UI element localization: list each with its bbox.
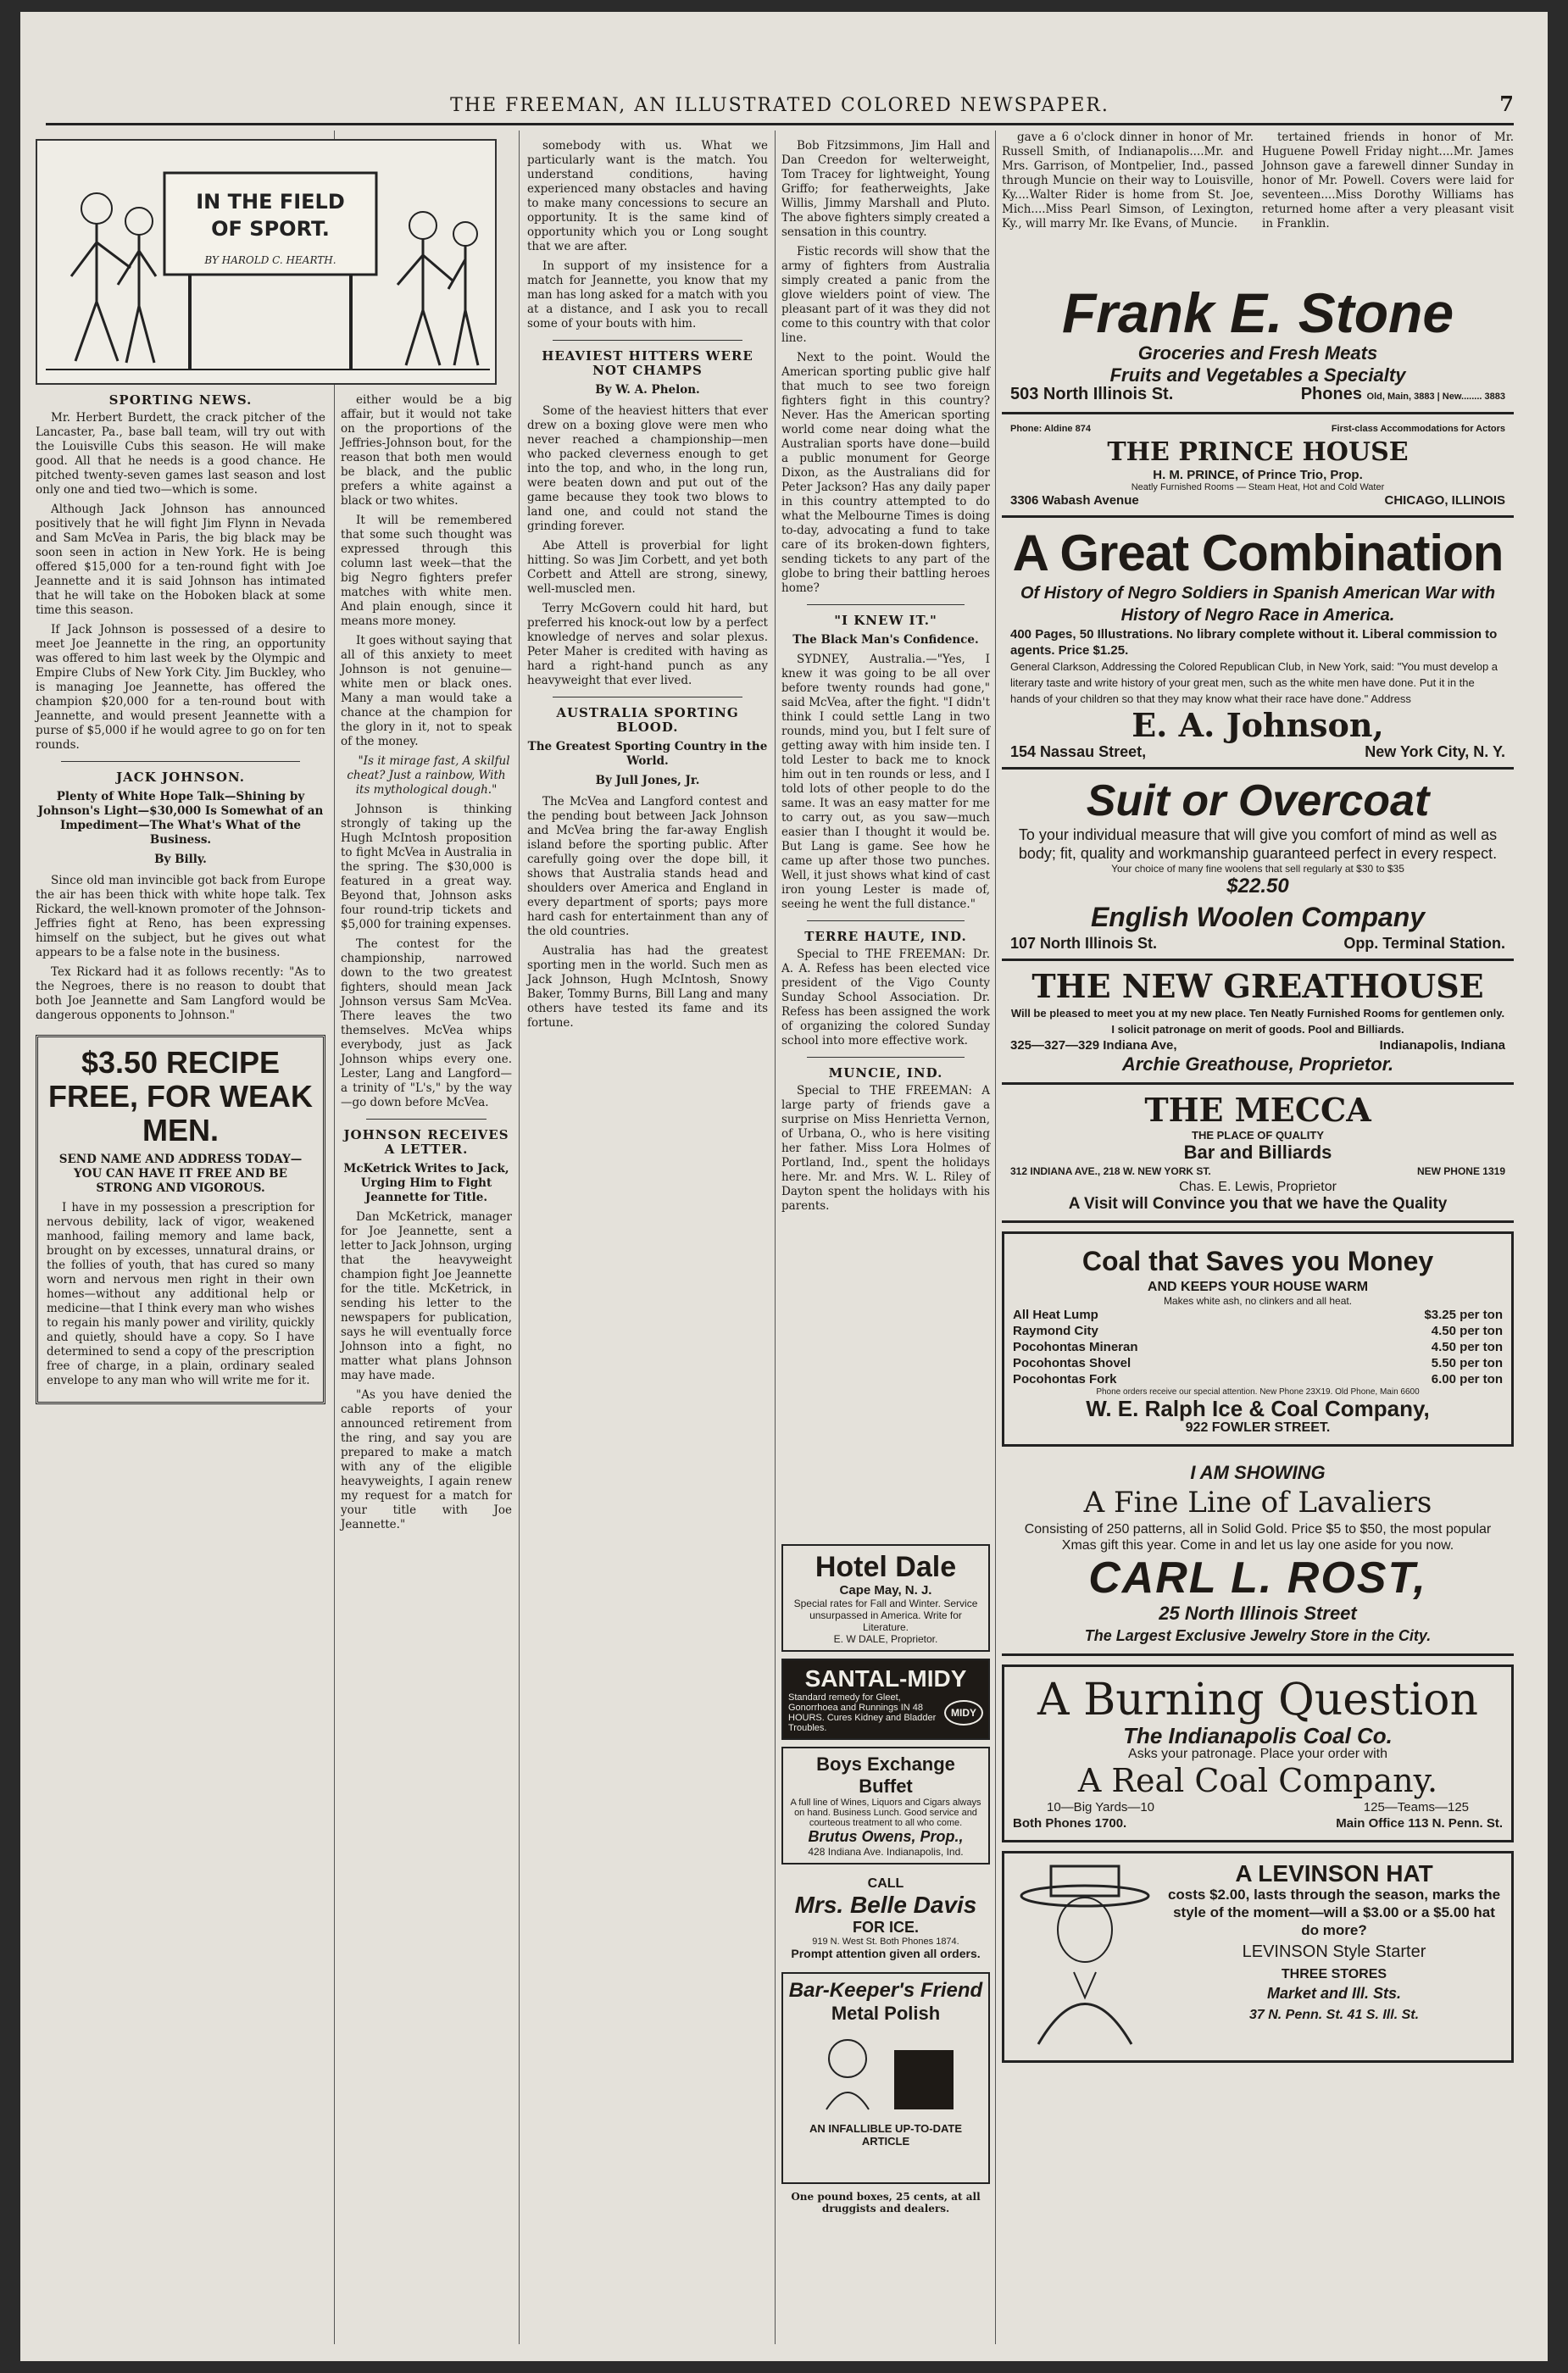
coal-price-list <box>1013 1307 1503 1387</box>
greathouse-text: Will be pleased to meet you at my new place. Ten Neatly Furnished Rooms for gentlemen only. I solicit patronage on merit of goods. Pool and Billiards. <box>1010 1007 1505 1036</box>
article-paragraph: Dan McKetrick, manager for Joe Jeannette, sent a letter to Jack Johnson, urging that the heavyweight champion fight Joe Jeannette for the title. McKetrick, in sending his letter to the newspapers for publication, says he will eventually force Johnson into a fight, no matter what plans Johnson may have made. <box>341 1210 512 1382</box>
coal-item-price: $3.25 per ton <box>1424 1308 1503 1322</box>
recipe-ad-title: $3.50 RECIPE FREE, FOR WEAK MEN. <box>48 1045 313 1148</box>
article-paragraph: SYDNEY, Australia.—"Yes, I knew it was going to be all over before twenty rounds had gone," said McVea, after the fight. "I didn't think I could settle Lang in two rounds, mind you, but I felt sure of getting away with him inside ten. I told Lester to back me to knock him out in ten rounds or less, and I told lots of other people to do the same. It was an easy matter for me to carry out, as you saw—much easier than I thought it would be. But Lang is game. See how he came up after those two punches. Well, it just shows what kind of cast iron young Lester is made of, seeing he went the full distance." <box>781 653 990 911</box>
barkeeper-illustration <box>801 2025 970 2118</box>
article-paragraph: It goes without saying that all of this anxiety to meet Johnson is not genuine—white men or black ones. Many a man would take a chance at the champion for the glory in it, not to speak of the money. <box>341 634 512 748</box>
burning-real: A Real Coal Company. <box>1077 1762 1438 1799</box>
mecca-title: THE MECCA <box>1144 1091 1371 1129</box>
stone-phones: Old, Main, 3883 | New........ 3883 <box>1366 392 1505 402</box>
woolen-company: English Woolen Company <box>1090 902 1426 932</box>
hotel-dale-title: Hotel Dale <box>815 1551 957 1583</box>
article-paragraph: Abe Attell is proverbial for light hitting. So was Jim Corbett, and yet both Corbett and Attell are strong, sinewy, well-muscled men. <box>527 539 768 596</box>
levinson-stores: THREE STORES <box>1281 1967 1387 1981</box>
great-combination-ad <box>1002 518 1514 770</box>
cartoon-artist: BY HAROLD C. HEARTH. <box>204 254 336 266</box>
coal-note: Makes white ash, no clinkers and all heat. <box>1163 1295 1353 1307</box>
midy-badge: MIDY <box>944 1700 983 1726</box>
column-5-text <box>1002 131 1514 275</box>
davis-ice-ad <box>781 1871 990 1965</box>
article-paragraph: Bob Fitzsimmons, Jim Hall and Dan Creedon for welterweight, Tom Tracey for lightweight, Young Griffo; for featherweights, Jake Willis, Jimmy Marshall and Pluto. The above fighters simply created a sensation in this country. <box>781 139 990 239</box>
levinson-title: A LEVINSON HAT <box>1235 1860 1433 1887</box>
recipe-ad-body: I have in my possession a prescription for nervous debility, lack of vigor, weakened manhood, failing memory and lame back, brought on by excesses, unnatural drains, or the follies of youth, that has cured so many worn and nervous men right in their own homes—without any additional help or medicine—that I think every man who wishes to regain his manly power and virility, quickly and quietly, should have a copy. So I have determined to send a copy of the prescription free of charge, in a plain, ordinary sealed envelope to any man who will write me for it. <box>47 1201 314 1387</box>
combination-sub: Of History of Negro Soldiers in Spanish American War with History of Negro Race in America. <box>1020 584 1496 625</box>
rost-address: 25 North Illinois Street <box>1159 1603 1357 1624</box>
stone-address: 503 North Illinois St. <box>1010 385 1174 403</box>
woolen-price: $22.50 <box>1226 875 1289 898</box>
woolen-title: Suit or Overcoat <box>1086 776 1430 825</box>
column-divider <box>334 131 335 2344</box>
prince-address: 3306 Wabash Avenue <box>1010 493 1139 508</box>
mecca-sub: THE PLACE OF QUALITY <box>1192 1129 1324 1142</box>
greathouse-title: THE NEW GREATHOUSE <box>1031 967 1484 1005</box>
article-heading: JOHNSON RECEIVES A LETTER. <box>343 1127 509 1157</box>
mecca-ad <box>1002 1085 1514 1223</box>
burning-yards: 10—Big Yards—10 <box>1047 1800 1155 1814</box>
coal-item-price: 5.50 per ton <box>1431 1356 1503 1370</box>
coal-item-name: Pocohontas Mineran <box>1013 1340 1138 1354</box>
sports-cartoon <box>36 139 497 385</box>
article-paragraph: "As you have denied the cable reports of your announced retirement from the ring, and say you are prepared to make a match with any of the eligible heavyweights, I again renew my request for a match for your title with Joe Jeannette." <box>341 1388 512 1531</box>
article-subheading: Plenty of White Hope Talk—Shining by Johnson's Light—$30,000 Is Somewhat of an Impediment—The What's What of the Business. <box>37 790 324 847</box>
column-divider <box>519 131 520 2344</box>
coal-address: 922 FOWLER STREET. <box>1185 1420 1331 1435</box>
mecca-proprietor: Chas. E. Lewis, Proprietor <box>1179 1180 1337 1194</box>
combination-title: A Great Combination <box>1012 525 1504 581</box>
newspaper-page <box>20 12 1548 2361</box>
davis-name: Mrs. Belle Davis <box>794 1892 977 1918</box>
column-divider <box>995 131 996 2344</box>
article-paragraph: If Jack Johnson is possessed of a desire to meet Joe Jeannette in the ring, an opportunity was offered to him last week by the Olympic and Empire Clubs of New York City. Jim Buckley, who is managing Joe Jeannette, has offered the champion $20,000 for a ten-round bout with Jeannette, and would present Jeannette with a purse of $5,000 if he would agree to go on for ten rounds. <box>36 623 325 752</box>
burning-title: A Burning Question <box>1037 1675 1478 1726</box>
article-heading: MUNCIE, IND. <box>828 1065 943 1081</box>
column-3 <box>527 139 768 2342</box>
article-subheading: The Black Man's Confidence. <box>792 633 979 647</box>
hat-man-illustration <box>1013 1862 1157 2048</box>
rost-title: A Fine Line of Lavaliers <box>1083 1486 1432 1520</box>
coal-price-row <box>1013 1355 1503 1371</box>
woolen-opposite: Opp. Terminal Station. <box>1343 935 1505 952</box>
recipe-ad-subtitle: SEND NAME AND ADDRESS TODAY—YOU CAN HAVE IT FREE AND BE STRONG AND VIGOROUS. <box>58 1153 303 1195</box>
poem: "Is it mirage fast, A skilful cheat? Just a rainbow, With its mythological dough." <box>347 754 510 797</box>
boys-text: A full line of Wines, Liquors and Cigars always on hand. Business Lunch. Good service and courteous treatment to all who come. <box>790 1798 981 1828</box>
article-paragraph: Special to THE FREEMAN: Dr. A. A. Refess has been elected vice president of the Vigo County Sunday School Association. Dr. Refess has been assigned the work of organizing the colored Sunday school into more effective work. <box>781 948 990 1048</box>
mecca-line: Bar and Billiards <box>1183 1142 1332 1163</box>
boys-exchange-ad <box>781 1747 990 1864</box>
column-divider <box>775 131 776 2344</box>
santal-title: SANTAL-MIDY <box>804 1665 967 1692</box>
burning-question-ad <box>1002 1664 1514 1842</box>
article-heading: SPORTING NEWS. <box>108 392 253 408</box>
article-paragraph: Johnson is thinking strongly of taking up the Hugh McIntosh proposition to fight McVea in Australia in the spring. The $30,000 is featured in a great way. Beyond that, Johnson asks four round-trip tickets and $5,000 for training expenses. <box>341 803 512 931</box>
boys-address: 428 Indiana Ave. Indianapolis, Ind. <box>808 1846 964 1858</box>
article-paragraph: Terry McGovern could hit hard, but preferred his knock-out low by a perfect knowledge of nerves and solar plexus. Peter Maher is credited with having as hard a right-hand punch as any heavyweight that ever lived. <box>527 602 768 687</box>
page-number: 7 <box>1499 92 1514 116</box>
article-paragraph: somebody with us. What we particularly want is the match. You understand conditions, having experienced many obstacles and having to make many concessions to secure an opportunity. It is the same kind of opportunity which you or Long sought that we are after. <box>527 139 768 253</box>
burning-office: Main Office 113 N. Penn. St. <box>1336 1816 1503 1831</box>
levinson-text: costs $2.00, lasts through the season, marks the style of the moment—will a $3.00 or a $5.00 hat do more? <box>1167 1887 1501 1938</box>
hotel-dale-text: Special rates for Fall and Winter. Service unsurpassed in America. Write for Literature. <box>793 1598 978 1633</box>
article-heading: TERRE HAUTE, IND. <box>804 929 967 944</box>
rost-text: Consisting of 250 patterns, all in Solid Gold. Price $5 to $50, the most popular Xmas gift this year. Come in and let us lay one aside for you now. <box>1024 1522 1492 1553</box>
coal-item-price: 4.50 per ton <box>1431 1340 1503 1354</box>
prince-tagline: First-class Accommodations for Actors <box>1331 424 1505 434</box>
hotel-dale-location: Cape May, N. J. <box>839 1583 932 1598</box>
stone-title: Frank E. Stone <box>1061 281 1454 344</box>
boys-title: Boys Exchange Buffet <box>816 1753 955 1797</box>
coal-price-row <box>1013 1339 1503 1355</box>
hotel-dale-proprietor: E. W DALE, Proprietor. <box>833 1633 938 1645</box>
woolen-address: 107 North Illinois St. <box>1010 935 1158 952</box>
frank-stone-ad <box>1002 276 1514 414</box>
article-paragraph: Next to the point. Would the American sporting public give half that much to see two foreign fighters fight in this country? Never. Has the American sporting world come near doing what the Australian sports have done—build a public monument for George Dixon, as the Australians did for Peter Jackson? Has any daily paper in this country attempted to do what the Melbourne Times is doing to-day, advocating a fund to take care of its broken-down fighters, sending tickets to any part of the globe to bring their battling heroes home? <box>781 351 990 595</box>
prince-phone: Phone: Aldine 874 <box>1010 424 1091 434</box>
boys-owner: Brutus Owens, Prop., <box>808 1828 964 1845</box>
prince-city: CHICAGO, ILLINOIS <box>1384 493 1505 508</box>
cartoon-illustration <box>37 141 498 386</box>
coal-price-row <box>1013 1323 1503 1339</box>
combination-pages: 400 Pages, 50 Illustrations. No library complete without it. Liberal commission to agents. Price $1.25. <box>1010 627 1498 658</box>
article-paragraph: The McVea and Langford contest and the pending bout between Jack Johnson and McVea bring the far-away English island before the sporting public. After carefully going over the dope bill, it shows that Australia stands head and shoulders over America and England in every department of sports; pays more hard cash for entertainment than any of the old countries. <box>527 795 768 938</box>
stone-phones-label: Phones <box>1300 385 1362 403</box>
levinson-address1: Market and Ill. Sts. <box>1266 1985 1402 2002</box>
article-paragraph: either would be a big affair, but it would not take on the proportions of the Jeffries-Johnson bout, for the reason that both men would be black, and the public prefers a white against a black or two whites. <box>341 393 512 508</box>
combination-address: 154 Nassau Street, <box>1010 743 1147 760</box>
article-paragraph: In support of my insistence for a match for Jeannette, you know that my man has long asked for a match with you at a distance, and I ask you to recall some of your bouts with him. <box>527 259 768 331</box>
ads-column <box>1002 276 1514 2071</box>
hotel-dale-ad <box>781 1544 990 1652</box>
davis-for: FOR ICE. <box>852 1919 919 1936</box>
article-paragraph: Australia has had the greatest sporting men in the world. Such men as Jack Johnson, Hugh McIntosh, Snowy Baker, Tommy Burns, Bill Lang and many others have tested its fame and its fortune. <box>527 944 768 1030</box>
barkeeper-text: One pound boxes, 25 cents, at all druggists and dealers. <box>791 2191 981 2215</box>
article-paragraph: Mr. Herbert Burdett, the crack pitcher of the Lancaster, Pa., base ball team, will try out with the Louisville Cubs this season. He will make good. All that he needs is a good chance. He pitched twenty-seven games last season and lost only one and tied two—which is some. <box>36 411 325 497</box>
coal-price-row <box>1013 1371 1503 1387</box>
sign-text-line1: IN THE FIELD <box>196 190 345 214</box>
coal-price-row <box>1013 1307 1503 1323</box>
prince-owner: H. M. PRINCE, of Prince Trio, Prop. <box>1153 468 1363 482</box>
davis-address: 919 N. West St. Both Phones 1874. <box>812 1937 959 1947</box>
woolen-ad <box>1002 770 1514 961</box>
woolen-choice: Your choice of many fine woolens that sell regularly at $30 to $35 <box>1111 863 1404 875</box>
article-paragraph: Tex Rickard had it as follows recently: "As to the Negroes, there is no reason to doubt that both Joe Jeannette and Sam Langford would be dangerous opponents to Johnson." <box>36 965 325 1022</box>
burning-teams: 125—Teams—125 <box>1363 1800 1469 1814</box>
coal-item-name: Pocohontas Fork <box>1013 1372 1117 1387</box>
stone-line2: Fruits and Vegetables a Specialty <box>1109 364 1406 386</box>
burning-ask: Asks your patronage. Place your order with <box>1128 1747 1387 1761</box>
article-heading: "I KNEW IT." <box>834 613 937 628</box>
article-paragraph: Since old man invincible got back from Europe the air has been thick with white hope talk. Tex Rickard, the well-known promoter of the Johnson-Jeffries fight at Reno, has been expressing himself on the subject, but he gives out what appears to be a false note in the business. <box>36 874 326 959</box>
article-paragraph: Fistic records will show that the army of fighters from Australia simply created a panic from the glove wielders point of view. The pleasant part of it was they did not come to this country with that color line. <box>781 245 990 345</box>
barkeeper-ad <box>781 1972 990 2184</box>
article-byline: By Jull Jones, Jr. <box>595 774 700 787</box>
combination-city: New York City, N. Y. <box>1365 743 1505 760</box>
column-2 <box>341 393 512 2342</box>
prince-title: THE PRINCE HOUSE <box>1107 437 1409 467</box>
coal-item-name: All Heat Lump <box>1013 1308 1098 1322</box>
mecca-visit: A Visit will Convince you that we have the Quality <box>1068 1195 1448 1213</box>
column-4 <box>781 139 990 1537</box>
article-byline: By W. A. Phelon. <box>595 383 700 397</box>
santal-text: Standard remedy for Gleet, Gonorrhoea and Runnings IN 48 HOURS. Cures Kidney and Bladder Troubles. <box>788 1692 937 1733</box>
greathouse-city: Indianapolis, Indiana <box>1379 1038 1505 1053</box>
mecca-phone: NEW PHONE 1319 <box>1416 1165 1505 1177</box>
coal-item-price: 4.50 per ton <box>1431 1324 1503 1338</box>
barkeeper-sub: Metal Polish <box>831 2003 941 2024</box>
coal-ad <box>1002 1231 1514 1447</box>
recipe-ad <box>36 1035 325 1404</box>
greathouse-proprietor: Archie Greathouse, Proprietor. <box>1121 1053 1394 1075</box>
stone-line1: Groceries and Fresh Meats <box>1137 342 1378 364</box>
burning-company: The Indianapolis Coal Co. <box>1123 1723 1393 1748</box>
coal-item-price: 6.00 per ton <box>1431 1372 1503 1387</box>
article-paragraph: gave a 6 o'clock dinner in honor of Mr. Russell Smith, of Indianapolis....Mr. and Mrs. Garrison, of Montpelier, Ind., passed through Muncie on their way to Louisville, Ky....Walter Rider is home from St. Joe, Mich....Miss Pearl Simson, of Lexington, Ky., will marry Mr. Ike Evans, of Muncie. <box>1002 131 1254 231</box>
coal-sub: AND KEEPS YOUR HOUSE WARM <box>1147 1280 1369 1294</box>
rost-showing: I AM SHOWING <box>1190 1462 1326 1483</box>
article-paragraph: tertained friends in honor of Mr. Huguene Powell Friday night....Mr. James Johnson gave a farewell dinner Sunday in honor of Mr. Powell. Covers were laid for seventeen....Miss Dorothy Williams has returned home after a very pleasant visit in Franklin. <box>1262 131 1514 231</box>
barkeeper-title: Bar-Keeper's Friend <box>788 1979 983 2002</box>
article-subheading: McKetrick Writes to Jack, Urging Him to Fight Jeannette for Title. <box>343 1162 509 1204</box>
article-subheading: The Greatest Sporting Country in the World. <box>527 740 768 768</box>
coal-company: W. E. Ralph Ice & Coal Company, <box>1086 1396 1430 1421</box>
santal-midy-ad <box>781 1659 990 1740</box>
column-1 <box>36 139 345 2342</box>
levinson-ad <box>1002 1851 1514 2063</box>
mecca-address: 312 INDIANA AVE., 218 W. NEW YORK ST. <box>1010 1165 1211 1177</box>
article-paragraph: The contest for the championship, narrowed down to the two greatest fighters, should mean Jack Johnson versus Sam McVea. There leaves the two themselves. McVea whips everybody, just as Jack Johnson whips every one. Lester, Lang and Langford—a trinity of "L's," by the way—go down before McVea. <box>341 937 512 1109</box>
article-paragraph: Some of the heaviest hitters that ever drew on a boxing glove were men who never reached a championship—men who packed cleverness enough to get into the top, and who, in the long run, were beaten down and put out of the game because they took two blows to land one, and could not stand the grinding forever. <box>527 404 768 533</box>
article-byline: By Billy. <box>154 853 207 866</box>
greathouse-ad <box>1002 961 1514 1085</box>
article-paragraph: Special to THE FREEMAN: A large party of friends gave a surprise on Miss Henrietta Vernon, of Urbana, O., who is here visiting her father. Miss Lora Holmes of Portland, Ind., spent the holidays here. Mr. and Mrs. W. L. Riley of Dayton spent the holidays with his parents. <box>781 1084 990 1213</box>
coal-item-name: Raymond City <box>1013 1324 1098 1338</box>
woolen-text: To your individual measure that will give you comfort of mind as well as body; fit, quality and workmanship guaranteed perfect in every respect. <box>1018 826 1498 862</box>
page-header <box>46 76 1514 125</box>
greathouse-address: 325—327—329 Indiana Ave, <box>1010 1038 1177 1053</box>
rost-tagline: The Largest Exclusive Jewelry Store in the City. <box>1084 1627 1432 1644</box>
prince-desc: Neatly Furnished Rooms — Steam Heat, Hot and Cold Water <box>1131 482 1385 492</box>
combination-name: E. A. Johnson, <box>1132 706 1384 744</box>
article-heading: JACK JOHNSON. <box>116 770 245 785</box>
barkeeper-slogan: AN INFALLIBLE UP-TO-DATE ARTICLE <box>809 2122 963 2148</box>
prince-house-ad <box>1002 414 1514 518</box>
burning-phones: Both Phones 1700. <box>1013 1816 1127 1831</box>
levinson-starter: LEVINSON Style Starter <box>1242 1942 1426 1961</box>
rost-ad <box>1002 1455 1514 1656</box>
article-paragraph: Although Jack Johnson has announced positively that he will fight Jim Flynn in Nevada and Sam McVea in Paris, the big black may be soon seen in action in New York. He is being offered $15,000 for a ten-round fight with Joe Jeannette and it is said Johnson has intimated that he will take on the Hoboken black at some time this season. <box>36 503 325 617</box>
davis-call: CALL <box>867 1876 904 1891</box>
davis-text: Prompt attention given all orders. <box>791 1947 981 1960</box>
combination-quote: General Clarkson, Addressing the Colored Republican Club, in New York, said: "You must develop a literary taste and write history of your great men, such as the white men have done. Put it in the hands of your children so that they may know what their race have done." Address <box>1010 660 1498 705</box>
article-heading: HEAVIEST HITTERS WERE NOT CHAMPS <box>542 348 753 378</box>
sign-text-line2: OF SPORT. <box>211 217 330 241</box>
coal-phones: Phone orders receive our special attention. New Phone 23X19. Old Phone, Main 6600 <box>1096 1387 1420 1397</box>
levinson-address2: 37 N. Penn. St. 41 S. Ill. St. <box>1248 2008 1420 2022</box>
coal-item-name: Pocohontas Shovel <box>1013 1356 1132 1370</box>
masthead-title: THE FREEMAN, AN ILLUSTRATED COLORED NEWSPAPER. <box>450 95 1109 116</box>
article-heading: AUSTRALIA SPORTING BLOOD. <box>556 705 739 735</box>
article-paragraph: It will be remembered that some such thought was expressed through this column last week—that the big Negro fighters prefer matches with white men. And plain enough, since it means more money. <box>341 514 512 628</box>
small-ads-column <box>781 1537 990 2342</box>
rost-name: CARL L. ROST, <box>1088 1553 1427 1603</box>
coal-title: Coal that Saves you Money <box>1081 1246 1434 1276</box>
